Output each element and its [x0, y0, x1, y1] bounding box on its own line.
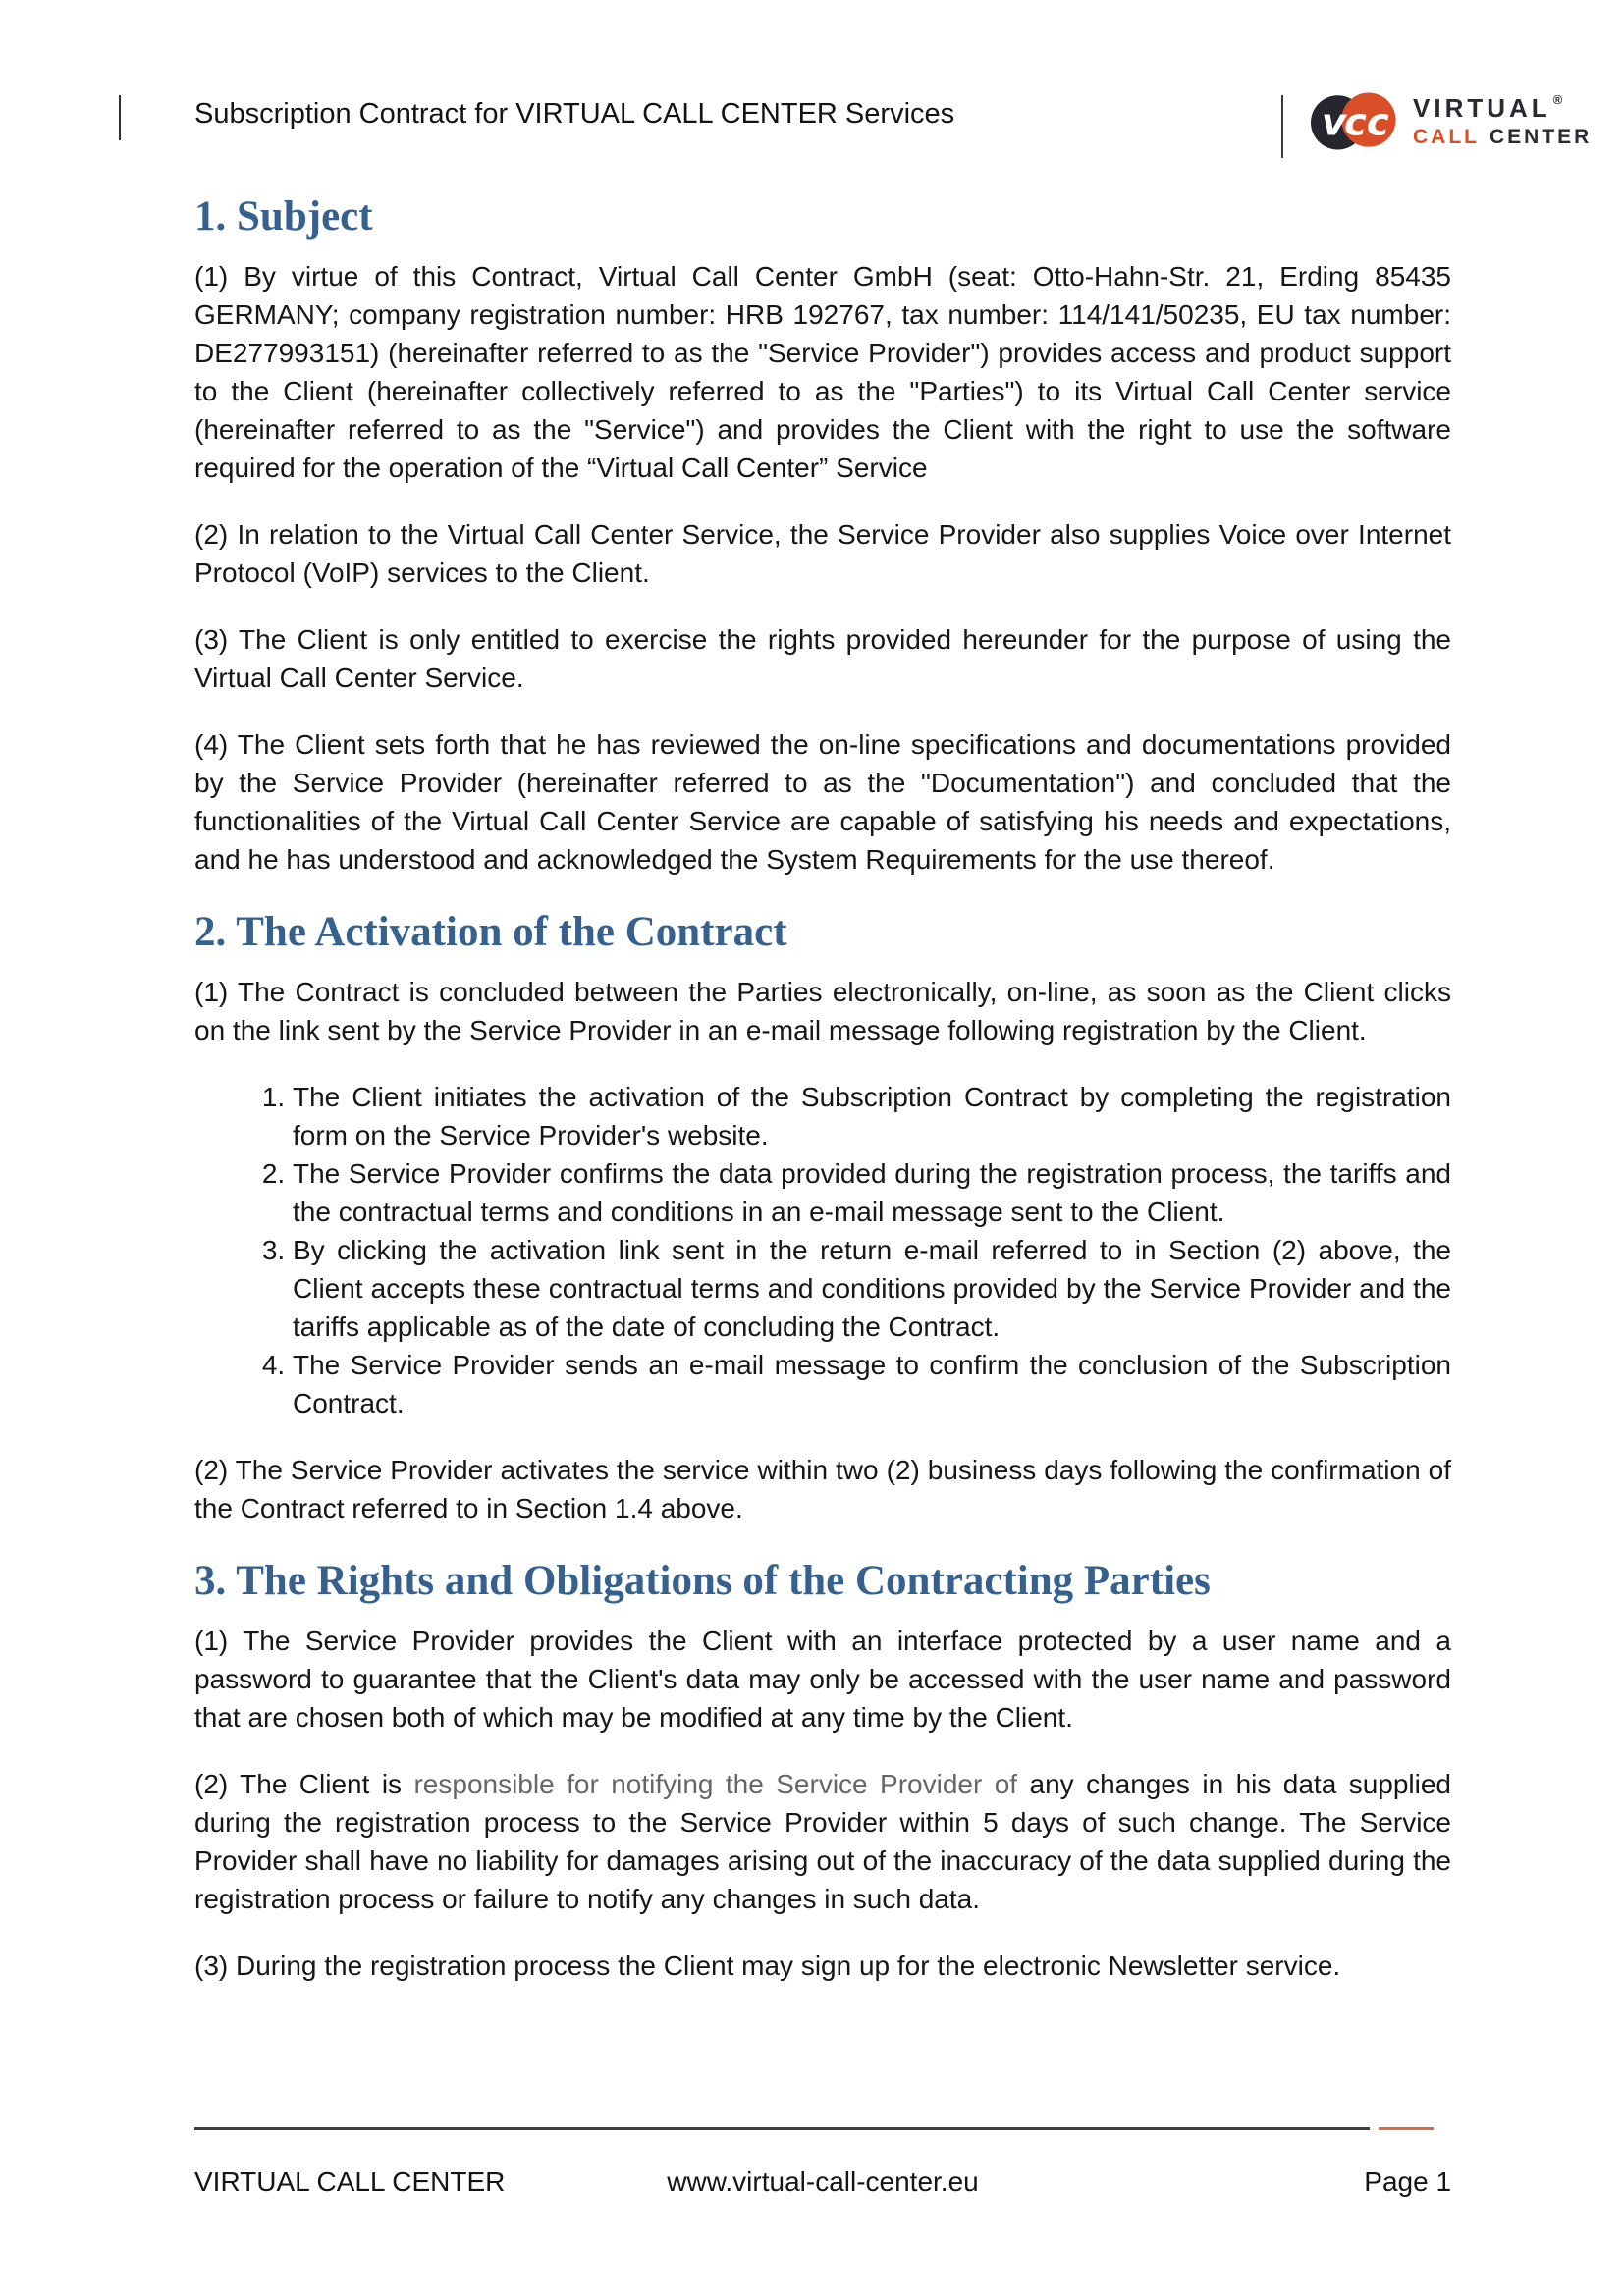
footer-divider-dark-segment: [194, 2127, 1370, 2130]
logo-center-text: CENTER: [1489, 125, 1593, 148]
list-item: 2. The Service Provider confirms the data provided during the registration process, the tariffs and the contractual terms and conditions in an e-mail message sent to the Client.: [293, 1154, 1451, 1231]
logo-virtual-text: VIRTUAL: [1413, 92, 1551, 123]
paragraph: (3) During the registration process the Client may sign up for the electronic Newsletter service.: [194, 1950, 1341, 1981]
footer-company-name: VIRTUAL CALL CENTER: [194, 2166, 506, 2197]
gray-highlighted-text: responsible for notifying the Service Provider of: [413, 1769, 1018, 1799]
section-1-heading: 1. Subject: [194, 193, 373, 240]
list-item: 1. The Client initiates the activation of the Subscription Contract by completing the registration form on the Service Provider's website.: [293, 1078, 1451, 1154]
section-2-heading: 2. The Activation of the Contract: [194, 909, 787, 955]
section-3-heading: 3. The Rights and Obligations of the Contracting Parties: [194, 1558, 1211, 1604]
logo-call-text: CALL: [1413, 125, 1480, 148]
page-title: Subscription Contract for VIRTUAL CALL CENTER Services: [194, 98, 955, 130]
footer-page-number: Page 1: [1364, 2166, 1452, 2197]
header-left-rule: [119, 95, 121, 140]
paragraph: (1) The Service Provider provides the Client with an interface protected by a user name and a password to guarantee that the Client's data may only be accessed with the user name and password that are chosen both of which may be modified at any time by the Client.: [194, 1626, 1451, 1733]
paragraph: [194, 1765, 1451, 1918]
paragraph: (2) The Service Provider activates the service within two (2) business days following the confirmation of the Contract referred to in Section 1.4 above.: [194, 1455, 1451, 1523]
paragraph: (3) The Client is only entitled to exercise the rights provided hereunder for the purpose of using the Virtual Call Center Service.: [194, 624, 1451, 693]
paragraph-text: (2) The Client is: [194, 1769, 414, 1799]
activation-steps-list: [194, 1078, 1451, 1422]
contract-body: [194, 0, 1451, 2013]
paragraph: (1) The Contract is concluded between the Parties electronically, on-line, as soon as the Client clicks on the link sent by the Service Provider in an e-mail message following registration by the Client.: [194, 977, 1451, 1045]
footer-divider: [194, 2127, 1451, 2130]
svg-text:cc: cc: [1344, 100, 1389, 145]
paragraph: (4) The Client sets forth that he has reviewed the on-line specifications and documentations provided by the Service Provider (hereinafter referred to as the "Documentation") and concluded that the functionalities of the Virtual Call Center Service are capable of satisfying his needs and expectations, and he has understood and acknowledged the System Requirements for the use thereof.: [194, 729, 1451, 875]
footer-divider-orange-segment: [1379, 2127, 1434, 2130]
paragraph: (2) In relation to the Virtual Call Center Service, the Service Provider also supplies Voice over Internet Protocol (VoIP) services to the Client.: [194, 519, 1451, 588]
paragraph: (1) By virtue of this Contract, Virtual Call Center GmbH (seat: Otto-Hahn-Str. 21, Erding 85435 GERMANY; company registration number: HRB 192767, tax number: 114/141/50235, EU tax number: DE277993151) (hereinafter referred to as the "Service Provider") provides access and product support to the Client (hereinafter collectively referred to as the "Parties") to its Virtual Call Center service (hereinafter referred to as the "Service") and provides the Client with the right to use the software required for the operation of the “Virtual Call Center” Service: [194, 261, 1451, 483]
list-item: 4. The Service Provider sends an e-mail message to confirm the conclusion of the Subscription Contract.: [293, 1346, 1451, 1422]
footer-website-url: www.virtual-call-center.eu: [667, 2166, 979, 2197]
registered-mark: ®: [1552, 91, 1563, 107]
footer: [194, 2166, 1451, 2198]
footer-divider-gap: [1370, 2127, 1379, 2130]
paragraph-text: any changes in his data supplied during the registration process to the Service Provider within 5 days of such change. The Service Provider shall have no liability for damages arising out of the inaccuracy of the data supplied during the registration process or failure to notify any changes in such data.: [194, 1769, 1451, 1914]
list-item: 3. By clicking the activation link sent in the return e-mail referred to in Section (2) above, the Client accepts these contractual terms and conditions provided by the Service Provider and the tariffs applicable as of the date of concluding the Contract.: [293, 1231, 1451, 1346]
svg-text:v: v: [1322, 100, 1347, 145]
